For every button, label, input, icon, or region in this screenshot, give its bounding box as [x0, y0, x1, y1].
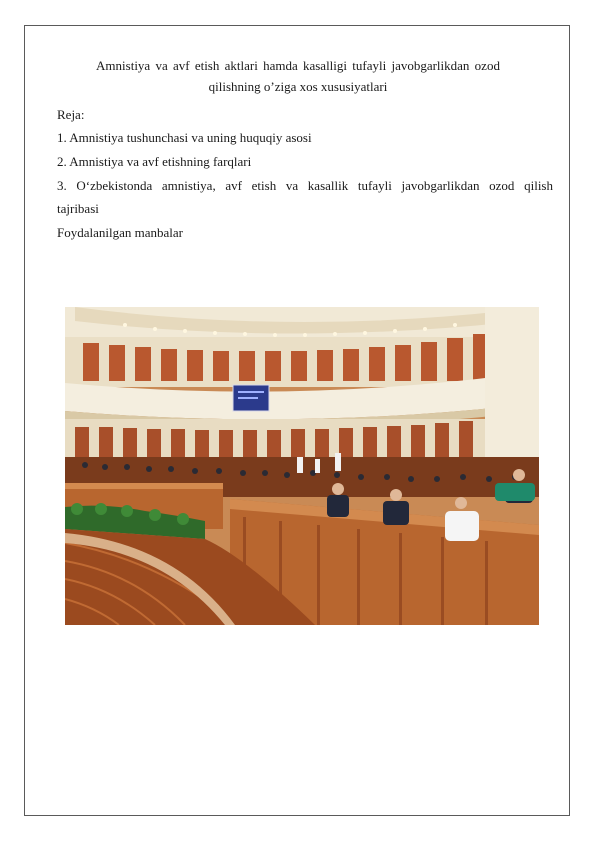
- plan-item-2: 2. Amnistiya va avf etishning farqlari: [57, 154, 252, 169]
- plan-label: Reja:: [57, 107, 85, 122]
- references-label: Foydalanilgan manbalar: [57, 225, 183, 240]
- parliament-hall-illustration: [65, 307, 539, 625]
- parliament-hall-photo: [65, 307, 539, 625]
- plan-item-1: 1. Amnistiya tushunchasi va uning huquqiy asosi: [57, 130, 312, 145]
- document-title-line-1: Amnistiya va avf etish aktlari hamda kasalligi tufayli javobgarlikdan ozod: [96, 58, 500, 73]
- plan-item-3-continuation: tajribasi: [57, 201, 99, 216]
- plan-item-3: 3. O‘zbekistonda amnistiya, avf etish va kasallik tufayli javobgarlikdan ozod qilish: [57, 178, 553, 193]
- document-title-line-2: qilishning o’ziga xos xususiyatlari: [208, 79, 388, 94]
